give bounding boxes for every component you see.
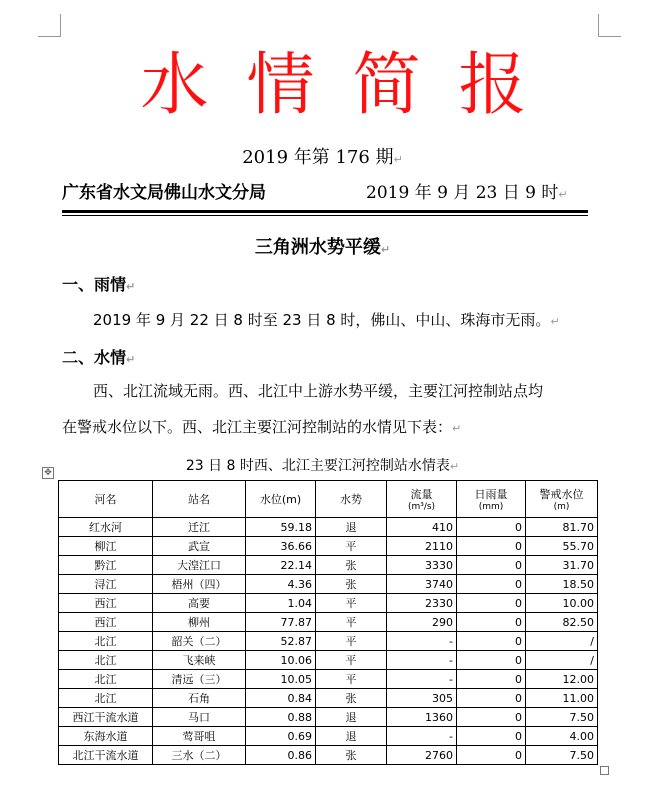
table-row <box>59 689 598 708</box>
cell-station: 迁江 <box>153 518 246 537</box>
cell-flow: - <box>387 670 457 689</box>
page-corner-top-left <box>38 14 61 37</box>
table-row <box>59 727 598 746</box>
cell-flow: - <box>387 632 457 651</box>
header-water-level: 水位(m) <box>246 481 316 518</box>
headline: 三角洲水势平缓↵ <box>254 237 391 258</box>
cell-warning-level: 55.70 <box>526 537 598 556</box>
cell-warning-level: 18.50 <box>526 575 598 594</box>
cell-daily-rainfall: 0 <box>457 632 526 651</box>
table-row <box>59 708 598 727</box>
cell-flow: 2110 <box>387 537 457 556</box>
cell-water-level: 1.04 <box>246 594 316 613</box>
cell-river: 北江 <box>59 670 153 689</box>
cell-warning-level: 7.50 <box>526 708 598 727</box>
cell-trend: 张 <box>316 575 387 594</box>
cell-trend: 平 <box>316 670 387 689</box>
cell-river: 西江 <box>59 594 153 613</box>
cell-daily-rainfall: 0 <box>457 727 526 746</box>
header-rule-thin <box>62 215 588 216</box>
section-heading-rain: 一、雨情↵ <box>62 275 136 294</box>
cell-daily-rainfall: 0 <box>457 594 526 613</box>
cell-warning-level: 81.70 <box>526 518 598 537</box>
cell-trend: 张 <box>316 689 387 708</box>
cell-station: 莺哥咀 <box>153 727 246 746</box>
section-heading-water: 二、水情↵ <box>62 348 136 367</box>
table-header-row <box>59 481 598 518</box>
cell-flow: - <box>387 651 457 670</box>
cell-daily-rainfall: 0 <box>457 689 526 708</box>
cell-station: 大湟江口 <box>153 556 246 575</box>
header-trend: 水势 <box>316 481 387 518</box>
cell-station: 梧州（四） <box>153 575 246 594</box>
issue-number: 2019 年第 176 期↵ <box>242 147 403 168</box>
cell-water-level: 0.69 <box>246 727 316 746</box>
cell-trend: 平 <box>316 594 387 613</box>
header-flow: 流量 (m³/s) <box>387 481 457 518</box>
cell-station: 韶关（二） <box>153 632 246 651</box>
header-daily-rainfall: 日雨量 (mm) <box>457 481 526 518</box>
cell-river: 红水河 <box>59 518 153 537</box>
cell-station: 石角 <box>153 689 246 708</box>
cell-daily-rainfall: 0 <box>457 613 526 632</box>
cell-station: 柳州 <box>153 613 246 632</box>
cell-station: 三水（二） <box>153 746 246 765</box>
cell-warning-level: / <box>526 632 598 651</box>
cell-river: 东海水道 <box>59 727 153 746</box>
cell-water-level: 4.36 <box>246 575 316 594</box>
cell-trend: 平 <box>316 537 387 556</box>
table-row <box>59 651 598 670</box>
table-row <box>59 594 598 613</box>
cell-daily-rainfall: 0 <box>457 575 526 594</box>
cell-trend: 平 <box>316 613 387 632</box>
cell-daily-rainfall: 0 <box>457 746 526 765</box>
cell-flow: 2760 <box>387 746 457 765</box>
page-corner-top-right <box>598 14 621 37</box>
cell-flow: 3330 <box>387 556 457 575</box>
cell-water-level: 77.87 <box>246 613 316 632</box>
cell-flow: - <box>387 727 457 746</box>
table-move-handle-icon[interactable]: ✥ <box>42 467 54 479</box>
report-title: 水情简报 <box>140 46 565 125</box>
water-level-table <box>58 480 598 765</box>
cell-water-level: 10.05 <box>246 670 316 689</box>
cell-station: 马口 <box>153 708 246 727</box>
cell-warning-level: 10.00 <box>526 594 598 613</box>
table-row <box>59 746 598 765</box>
cell-flow: 410 <box>387 518 457 537</box>
header-river: 河名 <box>59 481 153 518</box>
cell-flow: 290 <box>387 613 457 632</box>
rain-paragraph: 2019 年 9 月 22 日 8 时至 23 日 8 时，佛山、中山、珠海市无雨。↵ <box>93 311 560 329</box>
cell-warning-level: 82.50 <box>526 613 598 632</box>
table-row <box>59 632 598 651</box>
cell-station: 飞来峡 <box>153 651 246 670</box>
water-paragraph-line2: 在警戒水位以下。西、北江主要江河控制站的水情见下表：↵ <box>62 418 462 436</box>
cell-river: 浔江 <box>59 575 153 594</box>
cell-warning-level: 31.70 <box>526 556 598 575</box>
cell-warning-level: 12.00 <box>526 670 598 689</box>
cell-warning-level: 7.50 <box>526 746 598 765</box>
cell-flow: 3740 <box>387 575 457 594</box>
cell-daily-rainfall: 0 <box>457 670 526 689</box>
cell-warning-level: 11.00 <box>526 689 598 708</box>
cell-trend: 退 <box>316 518 387 537</box>
cell-trend: 退 <box>316 727 387 746</box>
cell-trend: 平 <box>316 632 387 651</box>
cell-water-level: 0.88 <box>246 708 316 727</box>
table-caption: 23 日 8 时西、北江主要江河控制站水情表↵ <box>185 458 460 474</box>
table-row <box>59 670 598 689</box>
cell-station: 高要 <box>153 594 246 613</box>
water-paragraph-line1: 西、北江流域无雨。西、北江中上游水势平缓，主要江河控制站点均 <box>93 382 544 400</box>
table-row <box>59 537 598 556</box>
cell-daily-rainfall: 0 <box>457 651 526 670</box>
cell-water-level: 52.87 <box>246 632 316 651</box>
cell-trend: 张 <box>316 746 387 765</box>
table-row <box>59 518 598 537</box>
report-datetime: 2019 年 9 月 23 日 9 时↵ <box>366 183 568 203</box>
cell-river: 西江干流水道 <box>59 708 153 727</box>
cell-station: 武宣 <box>153 537 246 556</box>
cell-daily-rainfall: 0 <box>457 708 526 727</box>
cell-river: 北江 <box>59 632 153 651</box>
cell-daily-rainfall: 0 <box>457 556 526 575</box>
cell-trend: 平 <box>316 651 387 670</box>
agency-name: 广东省水文局佛山水文分局 <box>62 183 266 203</box>
header-warning-level: 警戒水位 (m) <box>526 481 598 518</box>
header-station: 站名 <box>153 481 246 518</box>
cell-water-level: 0.84 <box>246 689 316 708</box>
cell-trend: 张 <box>316 556 387 575</box>
cell-station: 清远（三） <box>153 670 246 689</box>
cell-river: 黔江 <box>59 556 153 575</box>
cell-warning-level: / <box>526 651 598 670</box>
cell-river: 北江 <box>59 651 153 670</box>
cell-flow: 305 <box>387 689 457 708</box>
table-row <box>59 613 598 632</box>
cell-daily-rainfall: 0 <box>457 518 526 537</box>
table-row <box>59 556 598 575</box>
cell-daily-rainfall: 0 <box>457 537 526 556</box>
cell-trend: 退 <box>316 708 387 727</box>
cell-flow: 1360 <box>387 708 457 727</box>
cell-river: 西江 <box>59 613 153 632</box>
cell-river: 北江 <box>59 689 153 708</box>
cell-river: 柳江 <box>59 537 153 556</box>
cell-water-level: 22.14 <box>246 556 316 575</box>
cell-river: 北江干流水道 <box>59 746 153 765</box>
header-rule-thick <box>62 210 588 213</box>
cell-water-level: 59.18 <box>246 518 316 537</box>
cell-water-level: 10.06 <box>246 651 316 670</box>
cell-warning-level: 4.00 <box>526 727 598 746</box>
cell-water-level: 36.66 <box>246 537 316 556</box>
table-row <box>59 575 598 594</box>
cell-flow: 2330 <box>387 594 457 613</box>
cell-water-level: 0.86 <box>246 746 316 765</box>
table-resize-handle-icon[interactable] <box>600 766 609 775</box>
